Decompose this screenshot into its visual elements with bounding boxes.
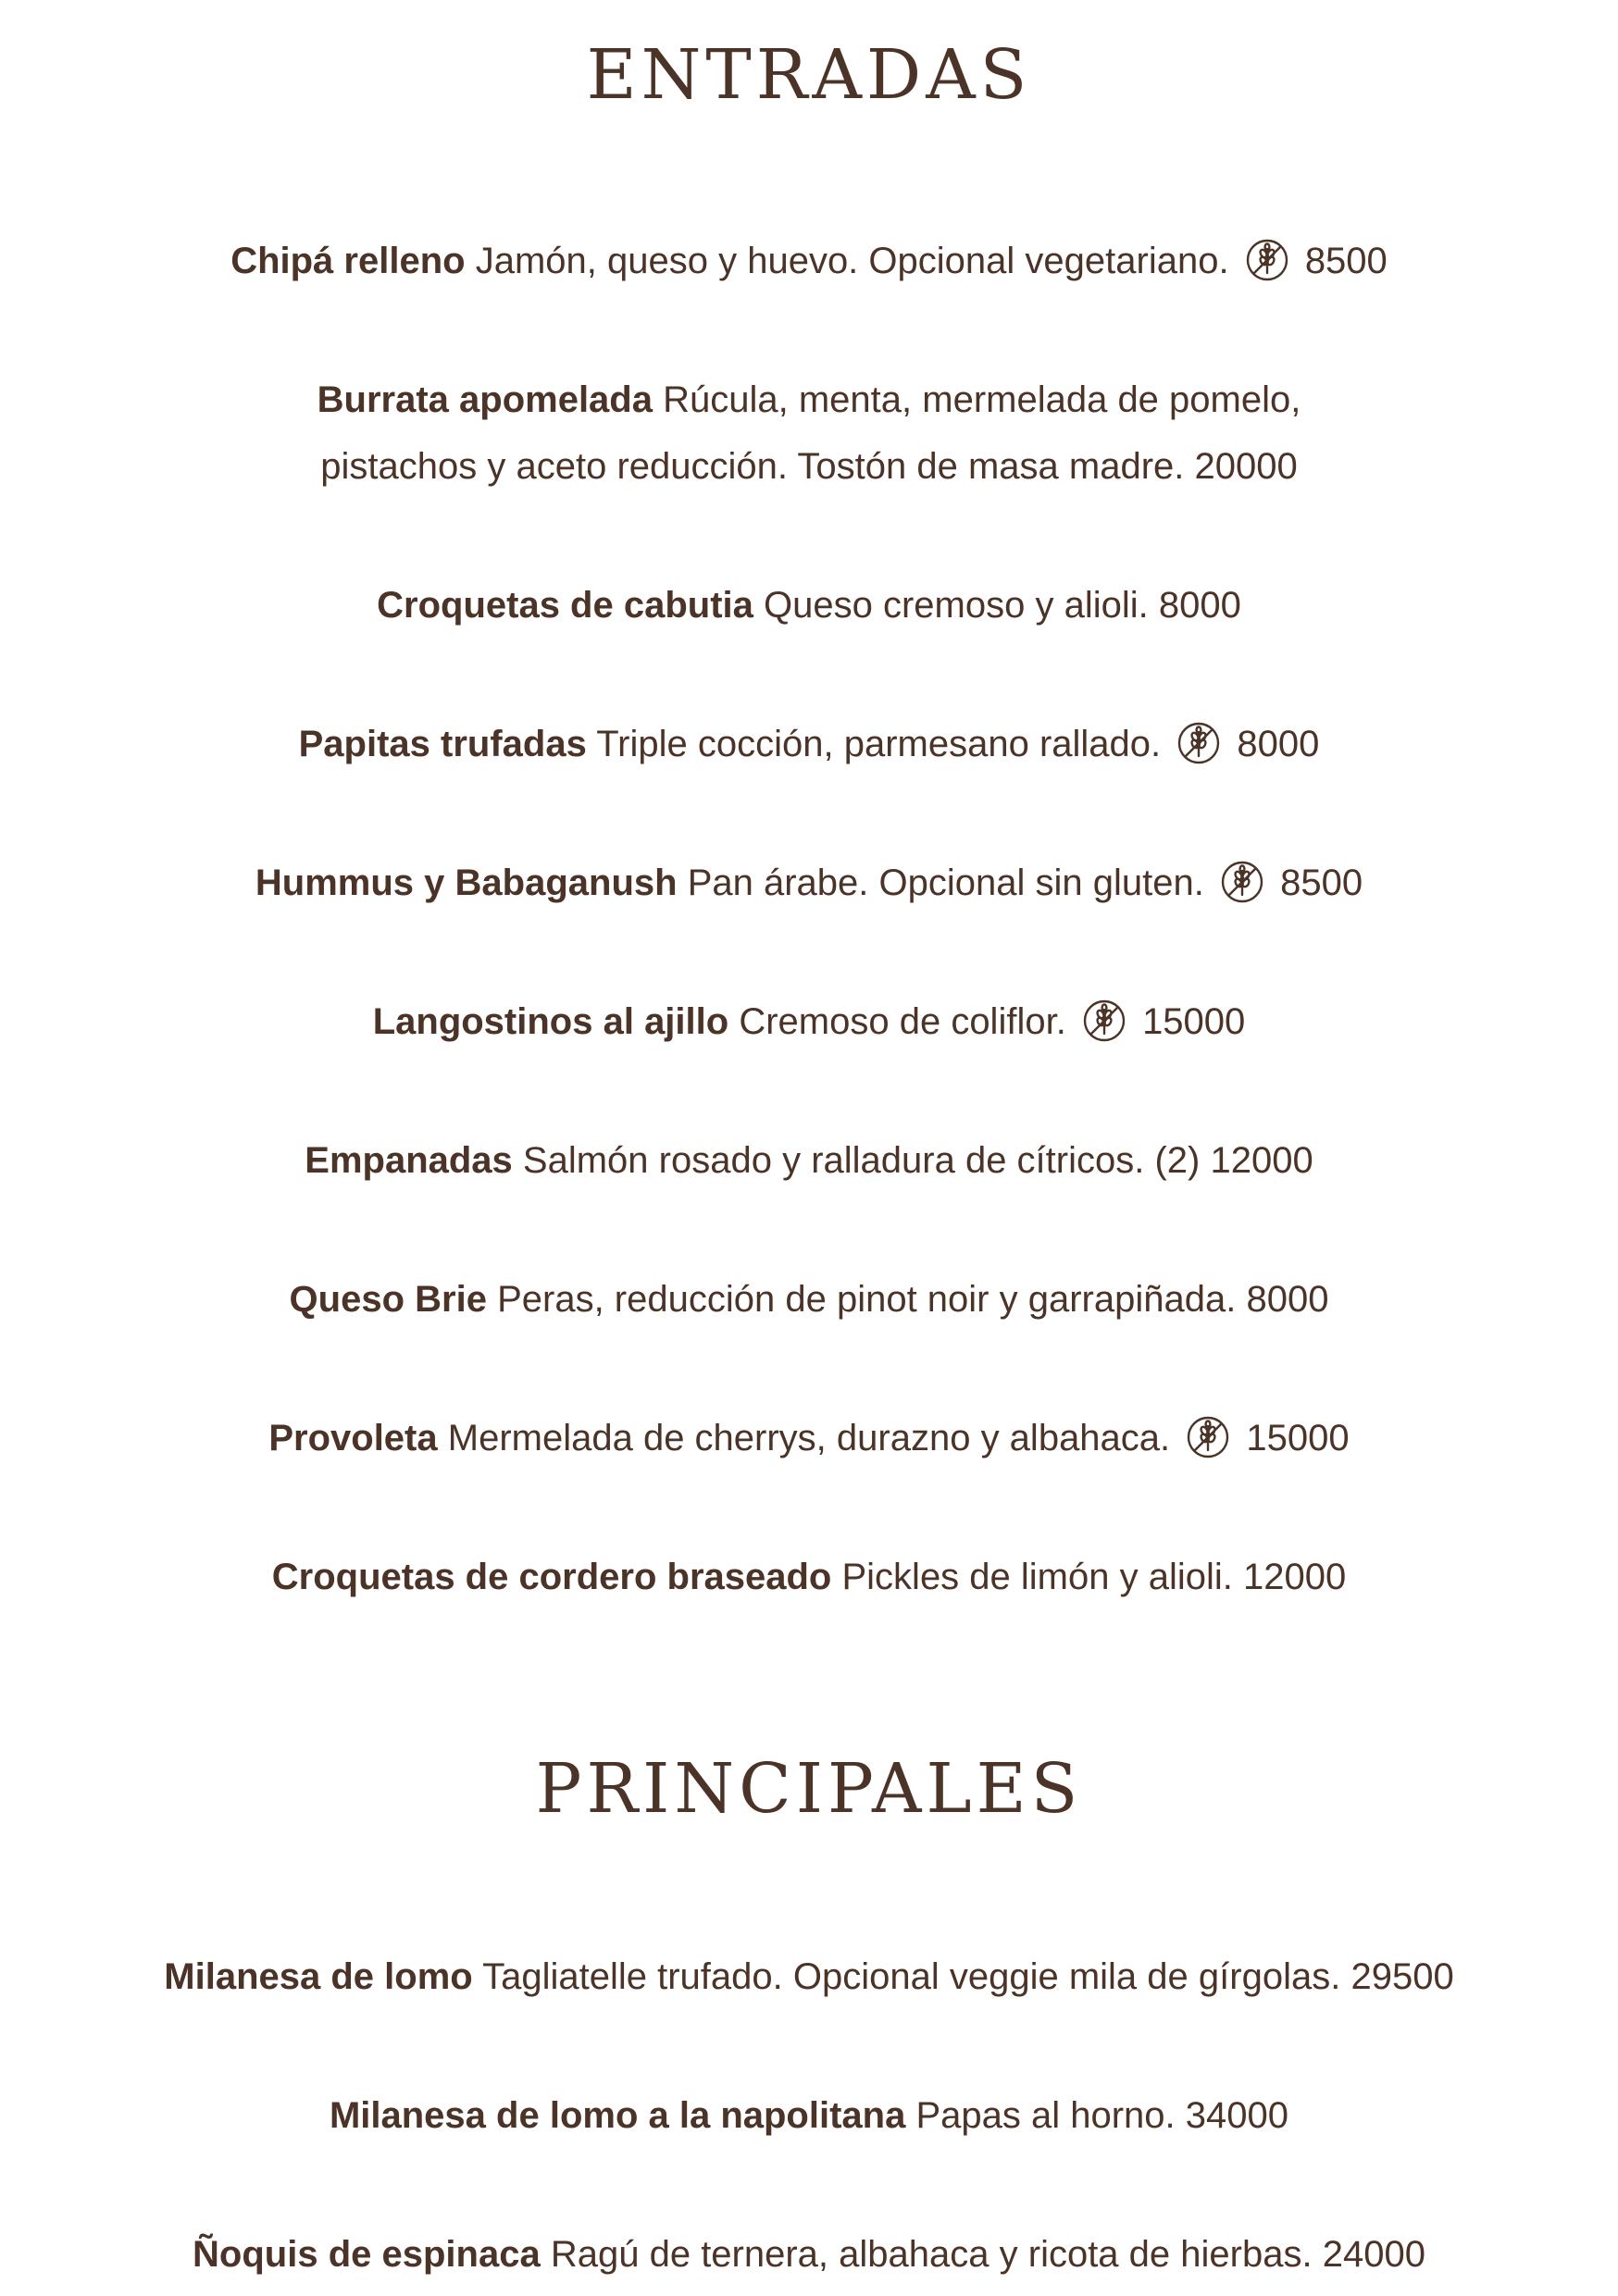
item-name: Croquetas de cabutia	[377, 585, 753, 626]
menu-item-provoleta	[56, 1405, 1562, 1471]
item-price: 24000	[1322, 2234, 1425, 2275]
menu-item-milanesa-de-lomo-a-la-napolitana	[56, 2082, 1562, 2149]
menu-item-hummus-y-babaganush	[56, 850, 1562, 916]
item-name: Milanesa de lomo	[164, 1956, 473, 1997]
item-price: 20000	[1194, 446, 1298, 487]
menu-item-langostinos-al-ajillo	[56, 988, 1562, 1055]
item-price: 8000	[1237, 724, 1320, 764]
item-name: Milanesa de lomo a la napolitana	[329, 2095, 906, 2136]
section-title-principales: PRINCIPALES	[535, 1749, 1083, 1829]
menu-item-papitas-trufadas	[56, 711, 1562, 777]
menu-item-noquis-de-espinaca	[56, 2221, 1562, 2288]
item-description: Cremoso de coliflor.	[739, 1001, 1066, 1042]
item-description: Ragú de ternera, albahaca y ricota de hierbas.	[550, 2234, 1313, 2275]
item-price: 8500	[1304, 241, 1388, 281]
item-description: Peras, reducción de pinot noir y garrapiñada.	[497, 1279, 1237, 1320]
item-price: 8000	[1246, 1279, 1329, 1320]
gluten-free-wheat-icon	[1082, 999, 1126, 1043]
item-description: Rúcula, menta, mermelada de pomelo,	[663, 379, 1301, 420]
menu-item-croquetas-de-cordero-braseado	[56, 1544, 1562, 1610]
item-description: Pan árabe. Opcional sin gluten.	[687, 863, 1204, 903]
menu-item-chipa-relleno	[56, 228, 1562, 294]
item-description: Salmón rosado y ralladura de cítricos. (2)	[522, 1140, 1201, 1181]
gluten-free-wheat-icon	[1186, 1415, 1230, 1459]
item-price: 15000	[1246, 1418, 1350, 1458]
item-name: Chipá relleno	[230, 241, 466, 281]
menu-item-empanadas	[56, 1127, 1562, 1194]
menu-item-croquetas-de-cabutia	[56, 572, 1562, 639]
item-description: Papas al horno.	[915, 2095, 1176, 2136]
item-price: 29500	[1350, 1956, 1454, 1997]
item-name: Papitas trufadas	[298, 724, 587, 764]
gluten-free-wheat-icon	[1220, 860, 1264, 904]
item-price: 12000	[1210, 1140, 1313, 1181]
gluten-free-wheat-icon	[1176, 721, 1221, 765]
item-description: Tagliatelle trufado. Opcional veggie mila de gírgolas.	[482, 1956, 1341, 1997]
item-price: 8000	[1158, 585, 1241, 626]
menu-item-burrata-apomelada	[56, 366, 1562, 500]
item-name: Queso Brie	[289, 1279, 487, 1320]
menu-item-queso-brie	[56, 1266, 1562, 1333]
item-name: Provoleta	[268, 1418, 438, 1458]
item-name: Ñoquis de espinaca	[193, 2234, 541, 2275]
item-price: 34000	[1185, 2095, 1289, 2136]
item-description-line-2: pistachos y aceto reducción. Tostón de masa madre.	[320, 446, 1185, 487]
item-description: Triple cocción, parmesano rallado.	[596, 724, 1162, 764]
section-title-entradas: ENTRADAS	[586, 35, 1032, 115]
item-description: Jamón, queso y huevo. Opcional vegetariano.	[475, 241, 1229, 281]
gluten-free-wheat-icon	[1245, 238, 1289, 282]
item-name: Empanadas	[305, 1140, 513, 1181]
item-name: Croquetas de cordero braseado	[271, 1557, 832, 1597]
item-price: 12000	[1243, 1557, 1347, 1597]
item-price: 8500	[1280, 863, 1363, 903]
item-description: Pickles de limón y alioli.	[841, 1557, 1233, 1597]
item-name: Hummus y Babaganush	[255, 863, 678, 903]
item-price: 15000	[1142, 1001, 1246, 1042]
menu-item-milanesa-de-lomo	[56, 1943, 1562, 2010]
item-description: Mermelada de cherrys, durazno y albahaca.	[447, 1418, 1171, 1458]
item-name: Langostinos al ajillo	[372, 1001, 729, 1042]
item-description: Queso cremoso y alioli.	[764, 585, 1149, 626]
item-name: Burrata apomelada	[317, 379, 653, 420]
